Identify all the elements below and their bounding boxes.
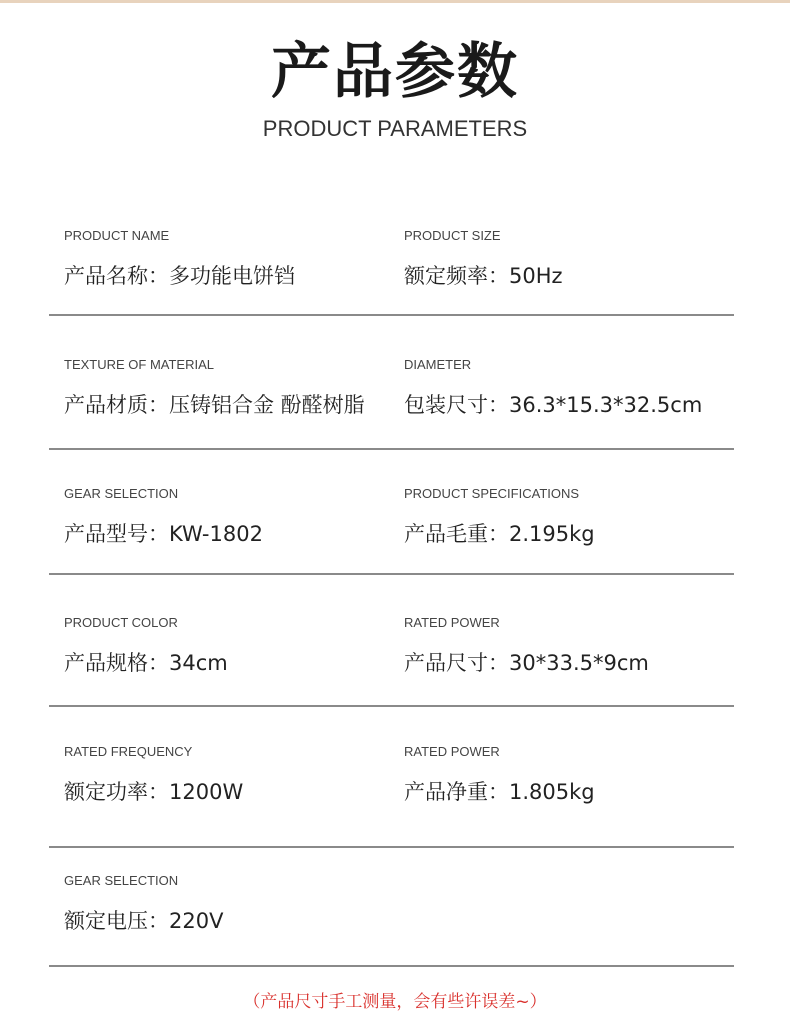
- param-value: 产品净重：1.805kg: [404, 780, 595, 804]
- param-cell: [404, 615, 744, 677]
- param-value: 额定频率：50Hz: [404, 264, 563, 288]
- param-cell: [64, 615, 394, 677]
- row-divider: [49, 448, 734, 450]
- page-subtitle: PRODUCT PARAMETERS: [262, 116, 528, 141]
- page-title: 产品参数: [271, 37, 519, 107]
- param-cell: [64, 873, 394, 935]
- param-label: PRODUCT NAME: [64, 228, 170, 243]
- param-value: 产品尺寸：30*33.5*9cm: [404, 651, 649, 675]
- param-value: 产品毛重：2.195kg: [404, 522, 595, 546]
- param-label: RATED FREQUENCY: [64, 744, 193, 759]
- param-value: 产品材质：压铸铝合金 酚醛树脂: [64, 393, 365, 417]
- param-value: 额定电压：220V: [64, 909, 224, 933]
- param-value: 包装尺寸：36.3*15.3*32.5cm: [404, 393, 703, 417]
- param-cell: [404, 486, 744, 548]
- row-divider: [49, 965, 734, 967]
- top-accent-strip: [0, 0, 790, 3]
- param-value: 产品名称：多功能电饼铛: [64, 264, 295, 288]
- param-cell: [404, 744, 744, 806]
- row-divider: [49, 705, 734, 707]
- param-cell: [64, 486, 394, 548]
- param-label: DIAMETER: [404, 357, 472, 372]
- param-cell: [64, 228, 394, 290]
- param-label: GEAR SELECTION: [64, 486, 179, 501]
- param-label: TEXTURE OF MATERIAL: [64, 357, 214, 372]
- param-label: PRODUCT SPECIFICATIONS: [404, 486, 580, 501]
- row-divider: [49, 846, 734, 848]
- param-value: 产品规格：34cm: [64, 651, 228, 675]
- param-cell: [64, 744, 394, 806]
- measurement-disclaimer: （产品尺寸手工测量，会有些许误差~）: [243, 992, 547, 1012]
- param-value: 额定功率：1200W: [64, 780, 244, 804]
- param-label: PRODUCT COLOR: [64, 615, 178, 630]
- param-label: RATED POWER: [404, 744, 500, 759]
- param-cell: [64, 357, 394, 419]
- param-cell: [404, 357, 744, 419]
- param-cell: [404, 228, 744, 290]
- param-label: GEAR SELECTION: [64, 873, 179, 888]
- param-label: RATED POWER: [404, 615, 500, 630]
- row-divider: [49, 573, 734, 575]
- param-label: PRODUCT SIZE: [404, 228, 501, 243]
- row-divider: [49, 314, 734, 316]
- param-value: 产品型号：KW-1802: [64, 522, 263, 546]
